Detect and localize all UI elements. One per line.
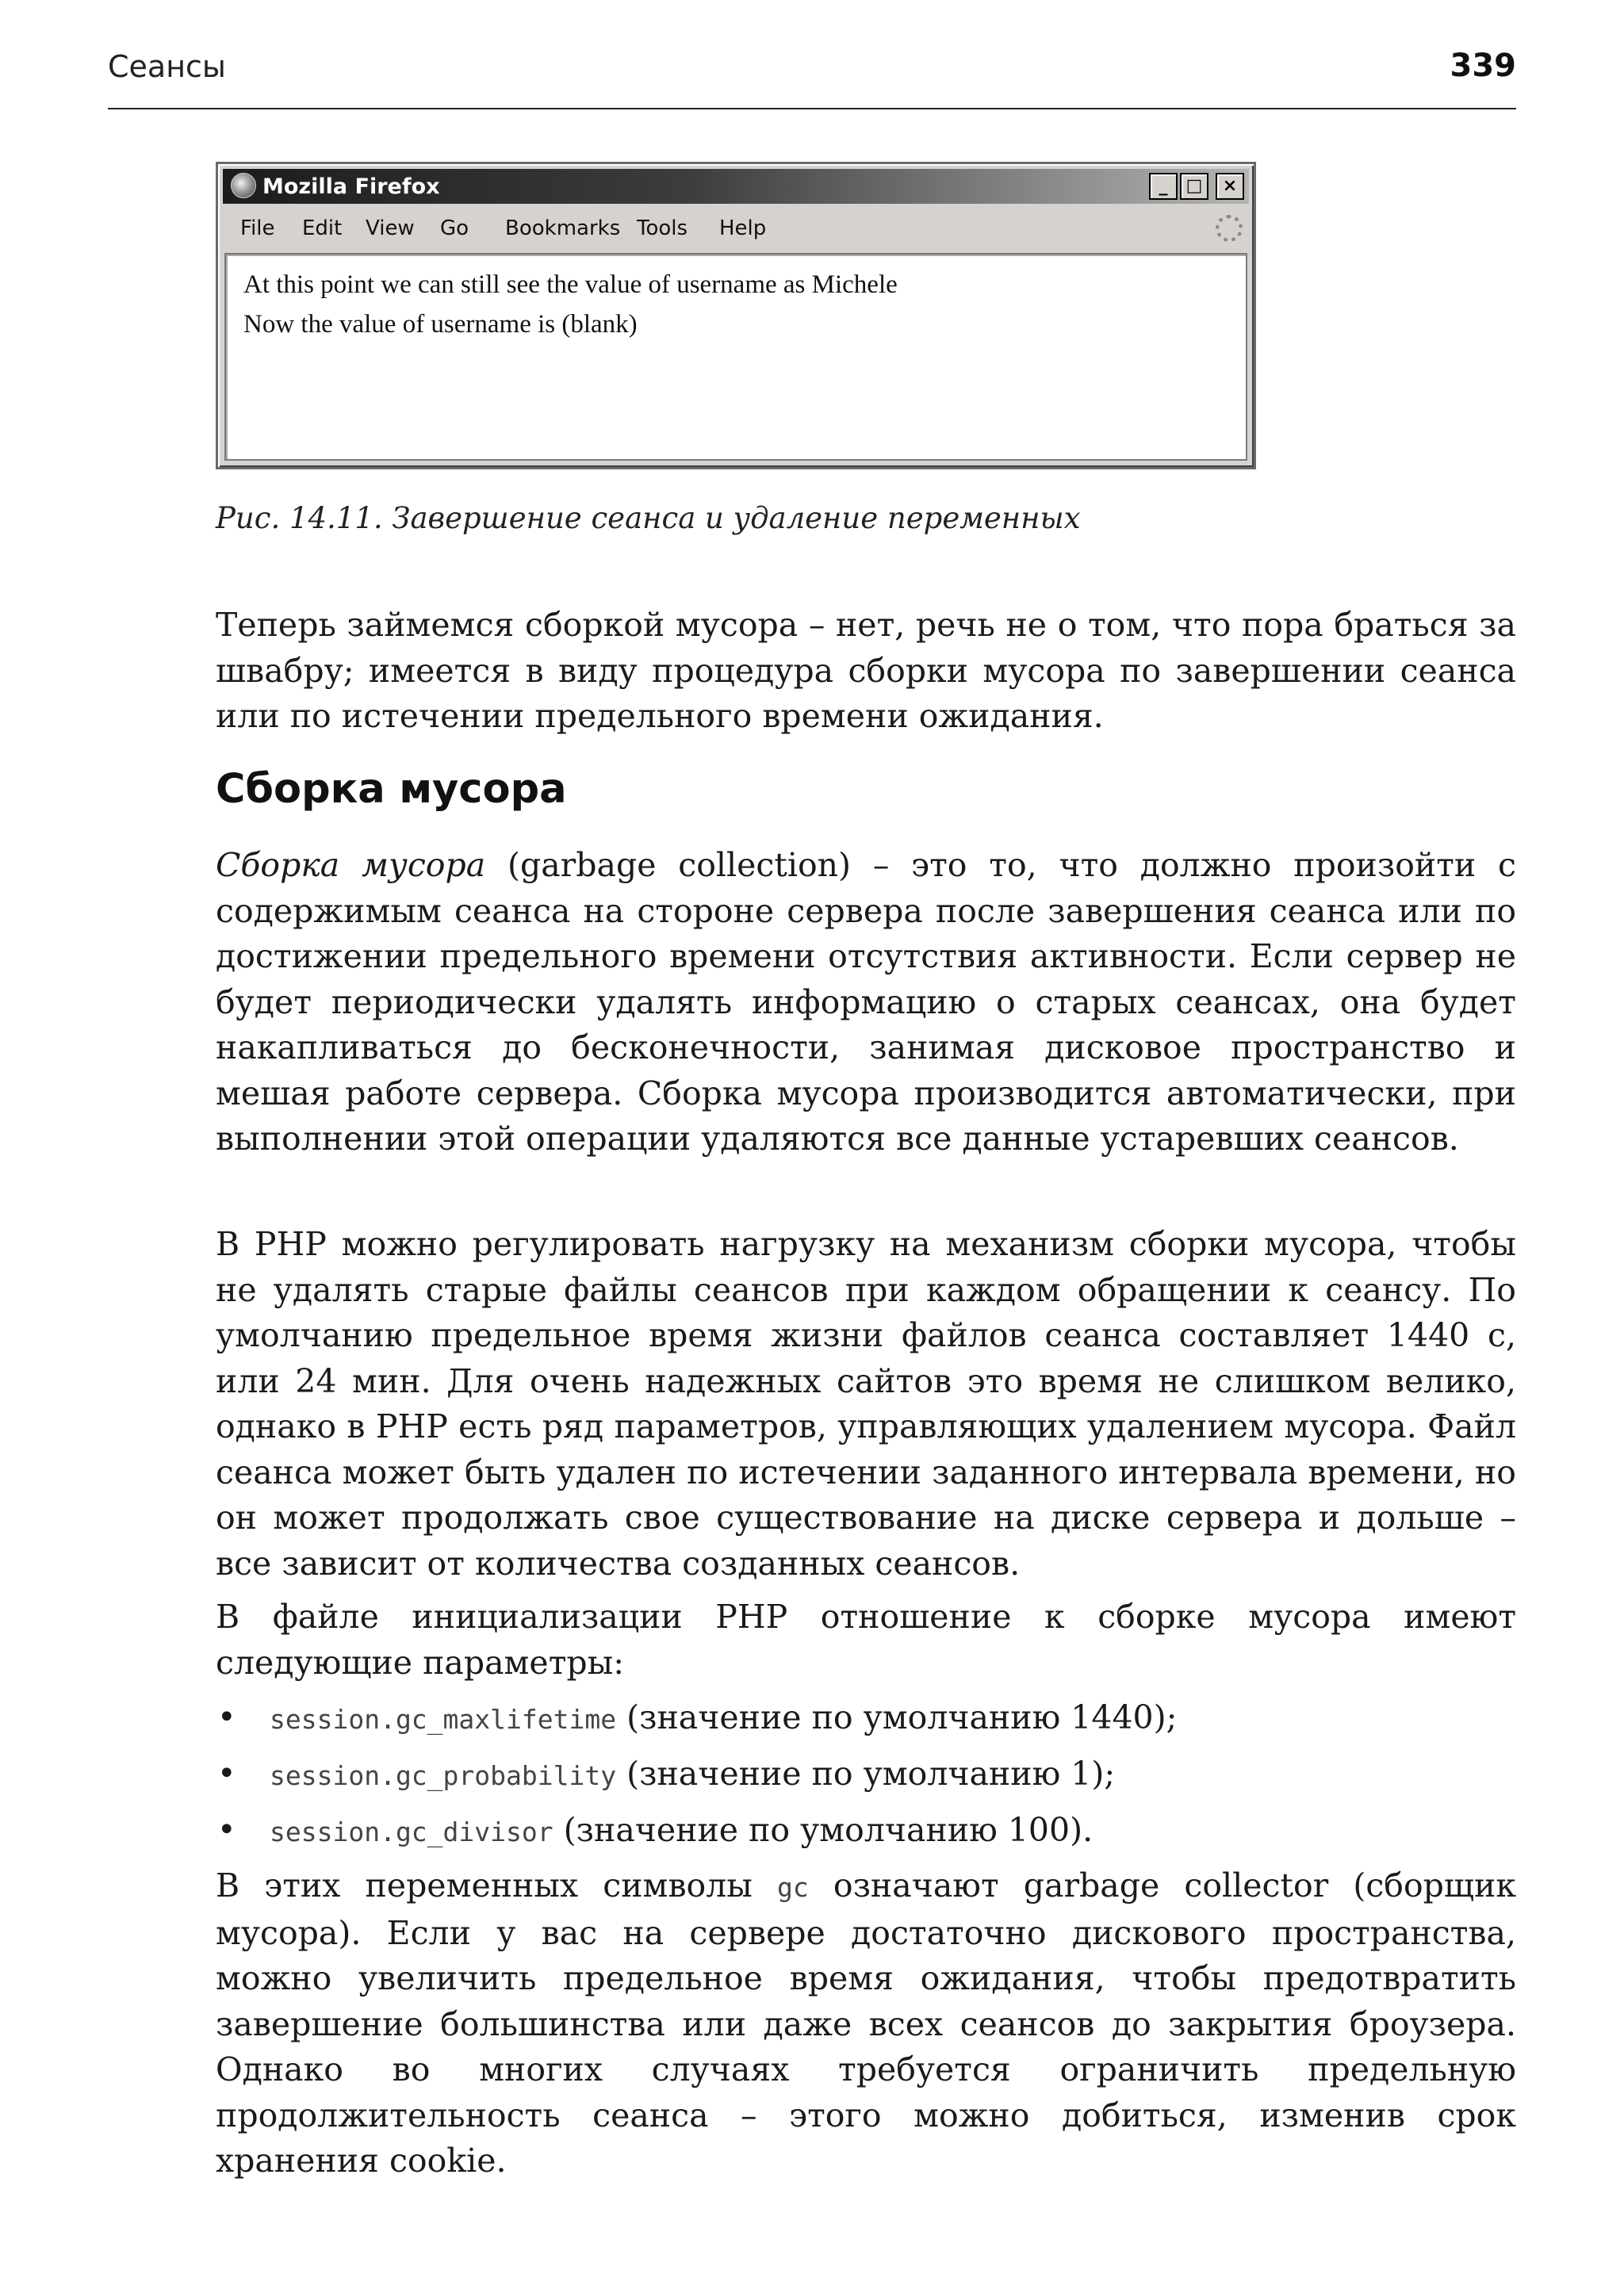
browser-window — [216, 162, 1256, 469]
intro-paragraph: Теперь займемся сборкой мусора – нет, речь не о том, что пора браться за швабру; имеется в виду процедура сборки мусора по завершении сеанса или по истечении предельного времени ожидания. — [216, 606, 1516, 735]
list-item-text: (значение по умолчанию 1); — [616, 1755, 1116, 1793]
window-controls — [1149, 173, 1244, 200]
list-item — [216, 1808, 1516, 1864]
code-gc: gc — [777, 1872, 809, 1903]
section-heading: Сборка мусора — [216, 766, 567, 813]
throbber-icon — [1216, 215, 1243, 242]
content-line: At this point we can still see the value of username as Michele — [243, 270, 898, 299]
page-number: 339 — [1450, 48, 1516, 84]
term-italic: Сборка мусора — [216, 846, 486, 884]
window-titlebar — [223, 169, 1249, 204]
page-viewport — [224, 253, 1247, 461]
code-param: session.gc_maxlifetime — [270, 1704, 617, 1735]
menu-bar — [224, 209, 1247, 250]
paragraph-text: означают garbage collector (сборщик мусора). Если у вас на сервере достаточно дискового пространства, можно увеличить предельное время ожидания, чтобы предотвратить завершение большинства или даже всех сеансов до закрытия броузера. Однако во многих случаях требуется ограничить предельную продолжительность сеанса – этого можно добиться, изменив срок хранения cookie. — [216, 1866, 1516, 2180]
maximize-button[interactable]: □ — [1180, 173, 1208, 200]
section-title: Сеансы — [108, 49, 226, 84]
menu-go[interactable]: Go — [440, 216, 469, 240]
parameter-list — [216, 1695, 1516, 1864]
menu-help[interactable]: Help — [719, 216, 767, 240]
figure-caption: Рис. 14.11. Завершение сеанса и удаление переменных — [216, 501, 1081, 535]
list-item — [216, 1751, 1516, 1808]
paragraph-php-settings: В PHP можно регулировать нагрузку на механизм сборки мусора, чтобы не удалять старые файлы сеансов при каждом обращении к сеансу. По умолчанию предельное время жизни файлов сеанса составляет 1440 с, или 24 мин. Для очень надежных сайтов это время не слишком велико, однако в PHP есть ряд параметров, управляющих удалением мусора. Файл сеанса может быть удален по истечении заданного интервала времени, но он может продолжать свое существование на диске сервера и дольше – все зависит от количества созданных сеансов. — [216, 1225, 1516, 1583]
figure-screenshot — [216, 162, 1256, 469]
paragraph-garbage-collection — [216, 843, 1516, 1162]
running-header — [108, 46, 1516, 109]
content-line: Now the value of username is (blank) — [243, 310, 638, 339]
menu-edit[interactable]: Edit — [302, 216, 343, 240]
firefox-icon — [231, 173, 256, 198]
paragraph-text: В этих переменных символы — [216, 1866, 778, 1905]
code-param: session.gc_divisor — [270, 1817, 553, 1847]
bullet-icon: • — [217, 1755, 236, 1792]
menu-bookmarks[interactable]: Bookmarks — [505, 216, 621, 240]
menu-tools[interactable]: Tools — [637, 216, 688, 240]
bullet-icon: • — [217, 1812, 236, 1848]
menu-file[interactable]: File — [240, 216, 275, 240]
paragraph-ini-params: В файле инициализации PHP отношение к сборке мусора имеют следующие параметры: — [216, 1598, 1516, 1682]
bullet-icon: • — [217, 1699, 236, 1736]
menu-view[interactable]: View — [366, 216, 415, 240]
list-item — [216, 1695, 1516, 1751]
list-item-text: (значение по умолчанию 100). — [553, 1811, 1094, 1849]
minimize-button[interactable]: _ — [1149, 173, 1178, 200]
list-item-text: (значение по умолчанию 1440); — [616, 1698, 1178, 1736]
code-param: session.gc_probability — [270, 1760, 617, 1791]
window-title: Mozilla Firefox — [262, 174, 440, 199]
close-button[interactable]: × — [1216, 173, 1244, 200]
paragraph-gc-meaning — [216, 1863, 1516, 2184]
paragraph-text: (garbage collection) – это то, что должно произойти с содержимым сеанса на стороне сервера после завершения сеанса или по достижении предельного времени отсутствия активности. Если сервер не будет периодически удалять информацию о старых сеансах, она будет накапливаться до бесконечности, занимая дисковое пространство и мешая работе сервера. Сборка мусора производится автоматически, при выполнении этой операции удаляются все данные устаревших сеансов. — [216, 846, 1516, 1158]
